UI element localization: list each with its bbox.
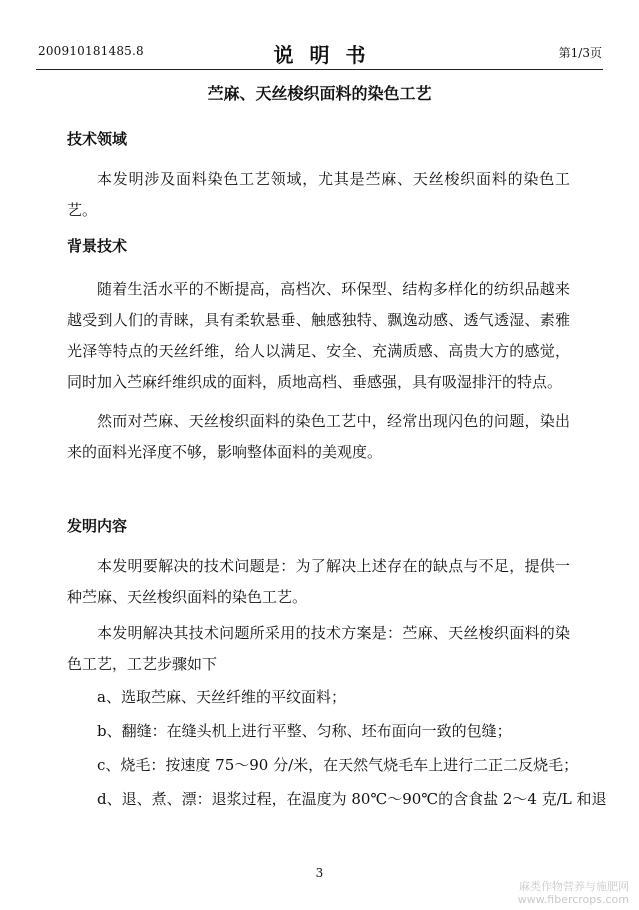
- step-b: b、翻缝：在缝头机上进行平整、匀称、坯布面向一致的包缝；: [97, 722, 512, 740]
- watermark-line-2: www.fibercrops.com: [517, 893, 629, 906]
- step-d: d、退、煮、漂：退浆过程，在温度为 80℃～90℃的含食盐 2～4 克/L 和退: [97, 790, 607, 808]
- watermark-line-1: 麻类作物营养与施肥网: [519, 880, 629, 893]
- section-heading-technical-field: 技术领域: [67, 130, 128, 148]
- page-number: 3: [315, 866, 324, 880]
- paragraph-technical-field: 本发明涉及面料染色工艺领域，尤其是苎麻、天丝梭织面料的染色工艺。: [67, 170, 570, 219]
- page-indicator: 第1/3页: [558, 46, 602, 60]
- paragraph-background-2: 然而对苎麻、天丝梭织面料的染色工艺中，经常出现闪色的问题，染出来的面料光泽度不够，影响整体面料的美观度。: [67, 412, 570, 461]
- paragraph-background-1: 随着生活水平的不断提高，高档次、环保型、结构多样化的纺织品越来越受到人们的青睐，具有柔软悬垂、触感独特、飘逸动感、透气透湿、素雅光泽等特点的天丝纤维，给人以满足、安全、充满质感、高贵大方的感觉，同时加入苎麻纤维织成的面料，质地高档、垂感强，具有吸湿排汗的特点。: [67, 280, 570, 391]
- section-heading-summary: 发明内容: [67, 517, 128, 535]
- invention-title: 苎麻、天丝梭织面料的染色工艺: [207, 84, 432, 103]
- document-type-title: 说明书: [273, 43, 382, 67]
- application-number: 200910181485.8: [38, 44, 144, 58]
- header-divider: [36, 69, 603, 70]
- step-c: c、烧毛：按速度 75～90 分/米，在天然气烧毛车上进行二正二反烧毛；: [97, 756, 579, 774]
- step-a: a、选取苎麻、天丝纤维的平纹面料；: [97, 688, 346, 706]
- site-watermark: [518, 880, 629, 906]
- section-heading-background: 背景技术: [67, 237, 128, 255]
- paragraph-summary-1: 本发明要解决的技术问题是：为了解决上述存在的缺点与不足，提供一种苎麻、天丝梭织面料的染色工艺。: [67, 557, 570, 606]
- paragraph-summary-2: 本发明解决其技术问题所采用的技术方案是：苎麻、天丝梭织面料的染色工艺，工艺步骤如下: [67, 624, 570, 673]
